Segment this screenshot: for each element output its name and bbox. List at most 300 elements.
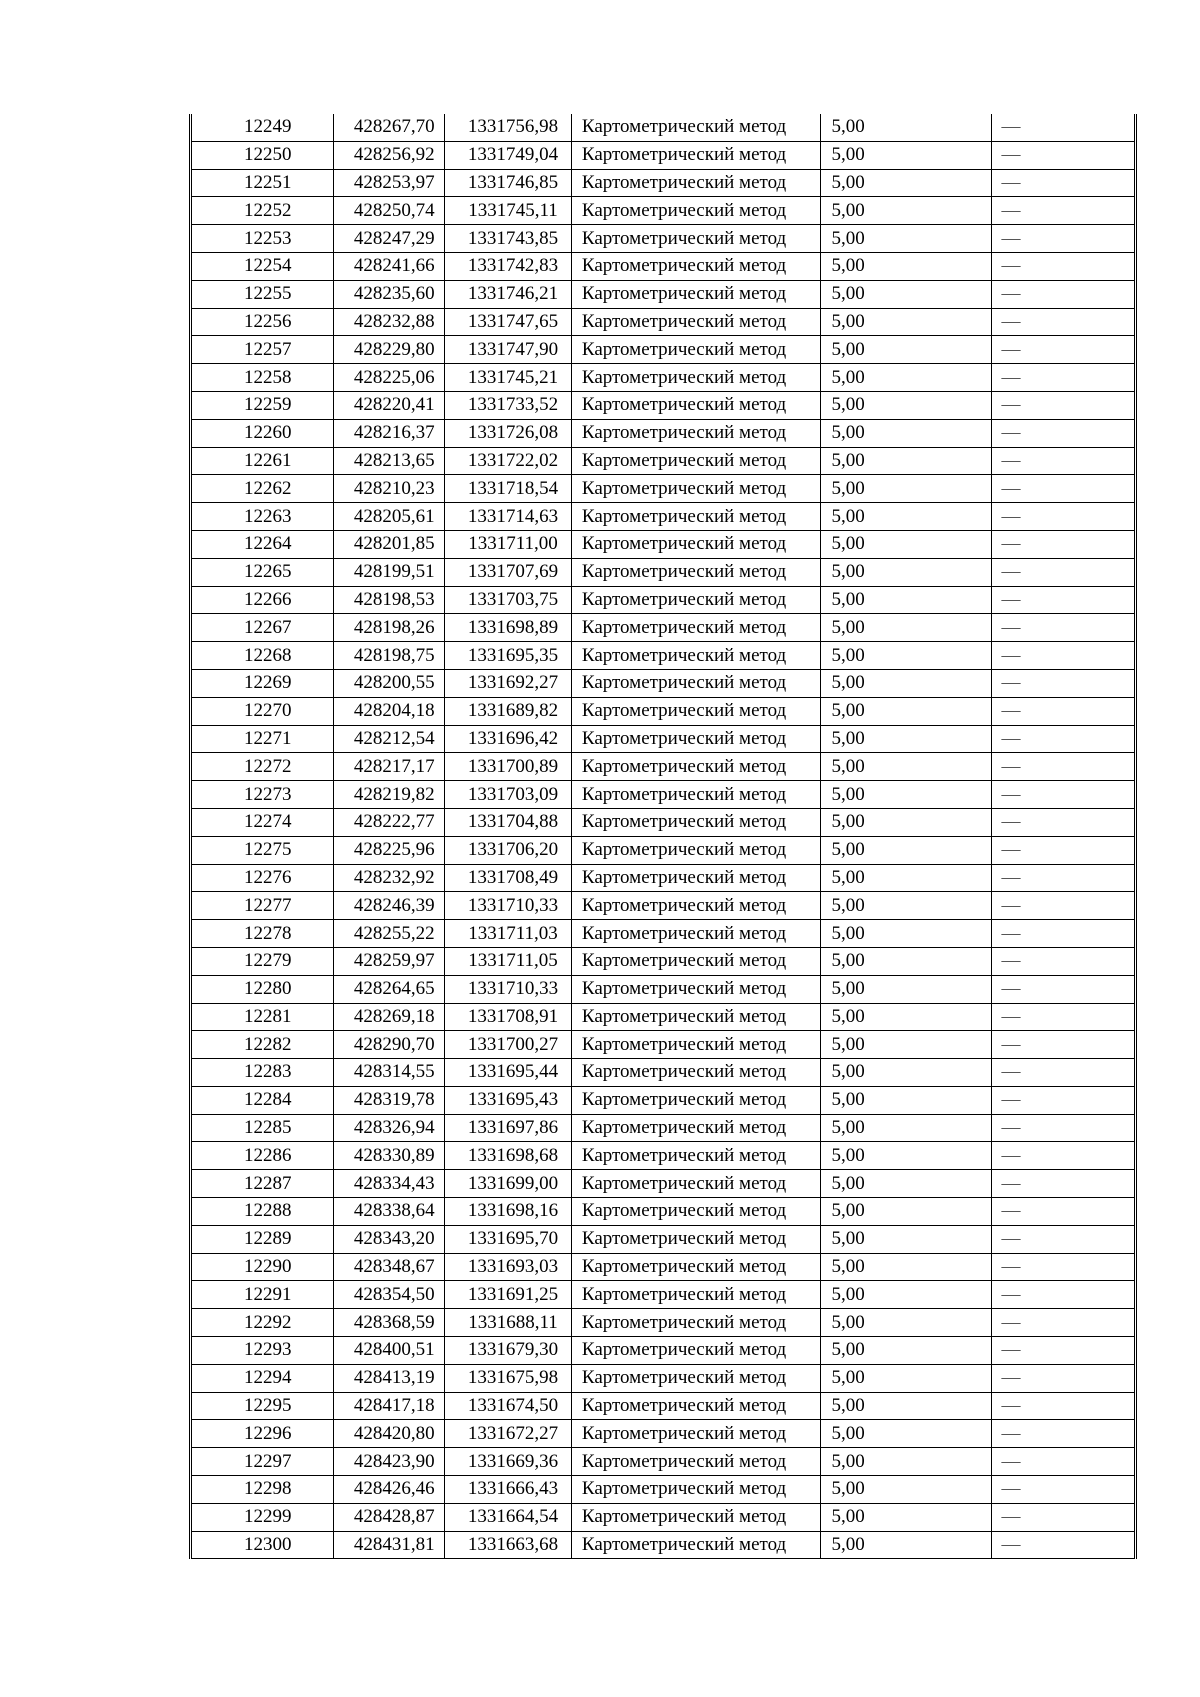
x-coordinate-cell: 428217,17 (334, 753, 445, 781)
x-coordinate-cell: 428204,18 (334, 697, 445, 725)
note-cell: — (991, 336, 1134, 364)
x-coordinate-cell: 428198,75 (334, 642, 445, 670)
accuracy-cell: 5,00 (821, 197, 991, 225)
y-coordinate-cell: 1331710,33 (445, 975, 572, 1003)
point-number-cell: 12260 (192, 419, 334, 447)
x-coordinate-cell: 428343,20 (334, 1225, 445, 1253)
y-coordinate-cell: 1331698,89 (445, 614, 572, 642)
note-cell: — (991, 1364, 1134, 1392)
x-coordinate-cell: 428420,80 (334, 1420, 445, 1448)
accuracy-cell: 5,00 (821, 252, 991, 280)
point-number-cell: 12288 (192, 1198, 334, 1226)
accuracy-cell: 5,00 (821, 280, 991, 308)
x-coordinate-cell: 428213,65 (334, 447, 445, 475)
table-row (192, 725, 1134, 753)
x-coordinate-cell: 428232,92 (334, 864, 445, 892)
note-cell: — (991, 225, 1134, 253)
point-number-cell: 12284 (192, 1086, 334, 1114)
x-coordinate-cell: 428210,23 (334, 475, 445, 503)
x-coordinate-cell: 428264,65 (334, 975, 445, 1003)
note-cell: — (991, 1170, 1134, 1198)
x-coordinate-cell: 428246,39 (334, 892, 445, 920)
method-cell: Картометрический метод (571, 614, 821, 642)
point-number-cell: 12287 (192, 1170, 334, 1198)
method-cell: Картометрический метод (571, 1364, 821, 1392)
y-coordinate-cell: 1331698,16 (445, 1198, 572, 1226)
y-coordinate-cell: 1331733,52 (445, 391, 572, 419)
note-cell: — (991, 864, 1134, 892)
y-coordinate-cell: 1331726,08 (445, 419, 572, 447)
note-cell: — (991, 1003, 1134, 1031)
note-cell: — (991, 808, 1134, 836)
accuracy-cell: 5,00 (821, 864, 991, 892)
accuracy-cell: 5,00 (821, 1448, 991, 1476)
table-row (192, 252, 1134, 280)
y-coordinate-cell: 1331703,75 (445, 586, 572, 614)
table-row (192, 1531, 1134, 1559)
table-row (192, 1059, 1134, 1087)
point-number-cell: 12290 (192, 1253, 334, 1281)
table-row (192, 1364, 1134, 1392)
method-cell: Картометрический метод (571, 1142, 821, 1170)
method-cell: Картометрический метод (571, 1114, 821, 1142)
method-cell: Картометрический метод (571, 1420, 821, 1448)
accuracy-cell: 5,00 (821, 808, 991, 836)
x-coordinate-cell: 428198,53 (334, 586, 445, 614)
accuracy-cell: 5,00 (821, 1503, 991, 1531)
method-cell: Картометрический метод (571, 1086, 821, 1114)
x-coordinate-cell: 428225,96 (334, 836, 445, 864)
y-coordinate-cell: 1331700,89 (445, 753, 572, 781)
point-number-cell: 12277 (192, 892, 334, 920)
y-coordinate-cell: 1331756,98 (445, 114, 572, 141)
y-coordinate-cell: 1331699,00 (445, 1170, 572, 1198)
point-number-cell: 12265 (192, 558, 334, 586)
y-coordinate-cell: 1331689,82 (445, 697, 572, 725)
table-row (192, 558, 1134, 586)
x-coordinate-cell: 428413,19 (334, 1364, 445, 1392)
table-row (192, 1337, 1134, 1365)
point-number-cell: 12293 (192, 1337, 334, 1365)
y-coordinate-cell: 1331745,11 (445, 197, 572, 225)
point-number-cell: 12281 (192, 1003, 334, 1031)
table-row (192, 1309, 1134, 1337)
method-cell: Картометрический метод (571, 141, 821, 169)
note-cell: — (991, 252, 1134, 280)
y-coordinate-cell: 1331695,43 (445, 1086, 572, 1114)
y-coordinate-cell: 1331711,03 (445, 920, 572, 948)
method-cell: Картометрический метод (571, 1337, 821, 1365)
table-row (192, 336, 1134, 364)
x-coordinate-cell: 428319,78 (334, 1086, 445, 1114)
point-number-cell: 12276 (192, 864, 334, 892)
point-number-cell: 12300 (192, 1531, 334, 1559)
note-cell: — (991, 781, 1134, 809)
accuracy-cell: 5,00 (821, 1364, 991, 1392)
accuracy-cell: 5,00 (821, 141, 991, 169)
table-row (192, 1170, 1134, 1198)
table-row (192, 225, 1134, 253)
note-cell: — (991, 836, 1134, 864)
accuracy-cell: 5,00 (821, 1309, 991, 1337)
note-cell: — (991, 1420, 1134, 1448)
y-coordinate-cell: 1331679,30 (445, 1337, 572, 1365)
point-number-cell: 12275 (192, 836, 334, 864)
note-cell: — (991, 364, 1134, 392)
method-cell: Картометрический метод (571, 1531, 821, 1559)
method-cell: Картометрический метод (571, 1392, 821, 1420)
point-number-cell: 12297 (192, 1448, 334, 1476)
point-number-cell: 12285 (192, 1114, 334, 1142)
method-cell: Картометрический метод (571, 280, 821, 308)
table-row (192, 503, 1134, 531)
note-cell: — (991, 1448, 1134, 1476)
note-cell: — (991, 1531, 1134, 1559)
y-coordinate-cell: 1331688,11 (445, 1309, 572, 1337)
x-coordinate-cell: 428199,51 (334, 558, 445, 586)
method-cell: Картометрический метод (571, 642, 821, 670)
accuracy-cell: 5,00 (821, 1476, 991, 1504)
x-coordinate-cell: 428400,51 (334, 1337, 445, 1365)
y-coordinate-cell: 1331692,27 (445, 669, 572, 697)
accuracy-cell: 5,00 (821, 781, 991, 809)
method-cell: Картометрический метод (571, 364, 821, 392)
y-coordinate-cell: 1331693,03 (445, 1253, 572, 1281)
note-cell: — (991, 558, 1134, 586)
point-number-cell: 12252 (192, 197, 334, 225)
method-cell: Картометрический метод (571, 1059, 821, 1087)
accuracy-cell: 5,00 (821, 169, 991, 197)
note-cell: — (991, 697, 1134, 725)
y-coordinate-cell: 1331746,21 (445, 280, 572, 308)
note-cell: — (991, 947, 1134, 975)
x-coordinate-cell: 428232,88 (334, 308, 445, 336)
note-cell: — (991, 447, 1134, 475)
table-row (192, 1448, 1134, 1476)
note-cell: — (991, 1392, 1134, 1420)
x-coordinate-cell: 428250,74 (334, 197, 445, 225)
x-coordinate-cell: 428255,22 (334, 920, 445, 948)
table-row (192, 447, 1134, 475)
point-number-cell: 12258 (192, 364, 334, 392)
table-row (192, 1086, 1134, 1114)
x-coordinate-cell: 428348,67 (334, 1253, 445, 1281)
x-coordinate-cell: 428212,54 (334, 725, 445, 753)
x-coordinate-cell: 428198,26 (334, 614, 445, 642)
table-row (192, 864, 1134, 892)
x-coordinate-cell: 428368,59 (334, 1309, 445, 1337)
method-cell: Картометрический метод (571, 475, 821, 503)
point-number-cell: 12292 (192, 1309, 334, 1337)
note-cell: — (991, 141, 1134, 169)
point-number-cell: 12253 (192, 225, 334, 253)
point-number-cell: 12250 (192, 141, 334, 169)
point-number-cell: 12296 (192, 1420, 334, 1448)
accuracy-cell: 5,00 (821, 614, 991, 642)
point-number-cell: 12261 (192, 447, 334, 475)
method-cell: Картометрический метод (571, 864, 821, 892)
note-cell: — (991, 725, 1134, 753)
y-coordinate-cell: 1331745,21 (445, 364, 572, 392)
table-row (192, 364, 1134, 392)
accuracy-cell: 5,00 (821, 1253, 991, 1281)
y-coordinate-cell: 1331747,90 (445, 336, 572, 364)
note-cell: — (991, 975, 1134, 1003)
table-row (192, 1225, 1134, 1253)
table-row (192, 808, 1134, 836)
note-cell: — (991, 197, 1134, 225)
x-coordinate-cell: 428241,66 (334, 252, 445, 280)
point-number-cell: 12274 (192, 808, 334, 836)
method-cell: Картометрический метод (571, 1309, 821, 1337)
point-number-cell: 12262 (192, 475, 334, 503)
x-coordinate-cell: 428334,43 (334, 1170, 445, 1198)
y-coordinate-cell: 1331749,04 (445, 141, 572, 169)
accuracy-cell: 5,00 (821, 1031, 991, 1059)
x-coordinate-cell: 428229,80 (334, 336, 445, 364)
note-cell: — (991, 1198, 1134, 1226)
method-cell: Картометрический метод (571, 669, 821, 697)
note-cell: — (991, 1086, 1134, 1114)
method-cell: Картометрический метод (571, 725, 821, 753)
x-coordinate-cell: 428326,94 (334, 1114, 445, 1142)
x-coordinate-cell: 428205,61 (334, 503, 445, 531)
method-cell: Картометрический метод (571, 1198, 821, 1226)
method-cell: Картометрический метод (571, 1170, 821, 1198)
method-cell: Картометрический метод (571, 336, 821, 364)
point-number-cell: 12269 (192, 669, 334, 697)
note-cell: — (991, 1114, 1134, 1142)
point-number-cell: 12282 (192, 1031, 334, 1059)
x-coordinate-cell: 428354,50 (334, 1281, 445, 1309)
accuracy-cell: 5,00 (821, 669, 991, 697)
x-coordinate-cell: 428247,29 (334, 225, 445, 253)
y-coordinate-cell: 1331743,85 (445, 225, 572, 253)
point-number-cell: 12254 (192, 252, 334, 280)
note-cell: — (991, 391, 1134, 419)
note-cell: — (991, 753, 1134, 781)
point-number-cell: 12280 (192, 975, 334, 1003)
note-cell: — (991, 920, 1134, 948)
y-coordinate-cell: 1331708,91 (445, 1003, 572, 1031)
x-coordinate-cell: 428426,46 (334, 1476, 445, 1504)
note-cell: — (991, 1142, 1134, 1170)
table-row (192, 141, 1134, 169)
point-number-cell: 12255 (192, 280, 334, 308)
y-coordinate-cell: 1331695,35 (445, 642, 572, 670)
table-row (192, 1253, 1134, 1281)
accuracy-cell: 5,00 (821, 725, 991, 753)
y-coordinate-cell: 1331700,27 (445, 1031, 572, 1059)
y-coordinate-cell: 1331664,54 (445, 1503, 572, 1531)
accuracy-cell: 5,00 (821, 892, 991, 920)
note-cell: — (991, 1031, 1134, 1059)
method-cell: Картометрический метод (571, 391, 821, 419)
accuracy-cell: 5,00 (821, 947, 991, 975)
accuracy-cell: 5,00 (821, 1114, 991, 1142)
point-number-cell: 12272 (192, 753, 334, 781)
accuracy-cell: 5,00 (821, 1420, 991, 1448)
x-coordinate-cell: 428428,87 (334, 1503, 445, 1531)
note-cell: — (991, 169, 1134, 197)
y-coordinate-cell: 1331691,25 (445, 1281, 572, 1309)
x-coordinate-cell: 428200,55 (334, 669, 445, 697)
point-number-cell: 12266 (192, 586, 334, 614)
table-row (192, 1392, 1134, 1420)
x-coordinate-cell: 428219,82 (334, 781, 445, 809)
note-cell: — (991, 1253, 1134, 1281)
table-row (192, 669, 1134, 697)
y-coordinate-cell: 1331714,63 (445, 503, 572, 531)
point-number-cell: 12283 (192, 1059, 334, 1087)
x-coordinate-cell: 428330,89 (334, 1142, 445, 1170)
method-cell: Картометрический метод (571, 892, 821, 920)
point-number-cell: 12299 (192, 1503, 334, 1531)
method-cell: Картометрический метод (571, 447, 821, 475)
method-cell: Картометрический метод (571, 1448, 821, 1476)
table-row (192, 280, 1134, 308)
table-row (192, 1281, 1134, 1309)
note-cell: — (991, 1281, 1134, 1309)
accuracy-cell: 5,00 (821, 1086, 991, 1114)
y-coordinate-cell: 1331674,50 (445, 1392, 572, 1420)
method-cell: Картометрический метод (571, 419, 821, 447)
note-cell: — (991, 1337, 1134, 1365)
y-coordinate-cell: 1331746,85 (445, 169, 572, 197)
point-number-cell: 12249 (192, 114, 334, 141)
accuracy-cell: 5,00 (821, 1170, 991, 1198)
point-number-cell: 12295 (192, 1392, 334, 1420)
note-cell: — (991, 308, 1134, 336)
table-row (192, 419, 1134, 447)
y-coordinate-cell: 1331675,98 (445, 1364, 572, 1392)
x-coordinate-cell: 428423,90 (334, 1448, 445, 1476)
method-cell: Картометрический метод (571, 947, 821, 975)
table-row (192, 1114, 1134, 1142)
accuracy-cell: 5,00 (821, 114, 991, 141)
method-cell: Картометрический метод (571, 308, 821, 336)
table-row (192, 614, 1134, 642)
note-cell: — (991, 1059, 1134, 1087)
accuracy-cell: 5,00 (821, 1059, 991, 1087)
method-cell: Картометрический метод (571, 836, 821, 864)
accuracy-cell: 5,00 (821, 975, 991, 1003)
accuracy-cell: 5,00 (821, 1198, 991, 1226)
accuracy-cell: 5,00 (821, 364, 991, 392)
note-cell: — (991, 419, 1134, 447)
x-coordinate-cell: 428431,81 (334, 1531, 445, 1559)
note-cell: — (991, 669, 1134, 697)
accuracy-cell: 5,00 (821, 447, 991, 475)
point-number-cell: 12268 (192, 642, 334, 670)
y-coordinate-cell: 1331698,68 (445, 1142, 572, 1170)
method-cell: Картометрический метод (571, 753, 821, 781)
point-number-cell: 12286 (192, 1142, 334, 1170)
method-cell: Картометрический метод (571, 586, 821, 614)
accuracy-cell: 5,00 (821, 1225, 991, 1253)
table-row (192, 1003, 1134, 1031)
note-cell: — (991, 530, 1134, 558)
y-coordinate-cell: 1331711,00 (445, 530, 572, 558)
table-row (192, 1420, 1134, 1448)
x-coordinate-cell: 428253,97 (334, 169, 445, 197)
point-number-cell: 12298 (192, 1476, 334, 1504)
accuracy-cell: 5,00 (821, 1142, 991, 1170)
accuracy-cell: 5,00 (821, 558, 991, 586)
accuracy-cell: 5,00 (821, 336, 991, 364)
point-number-cell: 12273 (192, 781, 334, 809)
y-coordinate-cell: 1331718,54 (445, 475, 572, 503)
y-coordinate-cell: 1331711,05 (445, 947, 572, 975)
accuracy-cell: 5,00 (821, 836, 991, 864)
table-row (192, 920, 1134, 948)
y-coordinate-cell: 1331704,88 (445, 808, 572, 836)
accuracy-cell: 5,00 (821, 475, 991, 503)
x-coordinate-cell: 428201,85 (334, 530, 445, 558)
accuracy-cell: 5,00 (821, 753, 991, 781)
x-coordinate-cell: 428417,18 (334, 1392, 445, 1420)
y-coordinate-cell: 1331697,86 (445, 1114, 572, 1142)
table-row (192, 781, 1134, 809)
point-number-cell: 12279 (192, 947, 334, 975)
point-number-cell: 12263 (192, 503, 334, 531)
point-number-cell: 12267 (192, 614, 334, 642)
method-cell: Картометрический метод (571, 558, 821, 586)
method-cell: Картометрический метод (571, 503, 821, 531)
accuracy-cell: 5,00 (821, 697, 991, 725)
table-row (192, 308, 1134, 336)
y-coordinate-cell: 1331669,36 (445, 1448, 572, 1476)
method-cell: Картометрический метод (571, 1031, 821, 1059)
x-coordinate-cell: 428222,77 (334, 808, 445, 836)
point-number-cell: 12271 (192, 725, 334, 753)
method-cell: Картометрический метод (571, 169, 821, 197)
x-coordinate-cell: 428216,37 (334, 419, 445, 447)
y-coordinate-cell: 1331663,68 (445, 1531, 572, 1559)
note-cell: — (991, 1225, 1134, 1253)
accuracy-cell: 5,00 (821, 1392, 991, 1420)
accuracy-cell: 5,00 (821, 503, 991, 531)
y-coordinate-cell: 1331695,44 (445, 1059, 572, 1087)
table-row (192, 697, 1134, 725)
table-row (192, 836, 1134, 864)
x-coordinate-cell: 428267,70 (334, 114, 445, 141)
accuracy-cell: 5,00 (821, 530, 991, 558)
method-cell: Картометрический метод (571, 1225, 821, 1253)
method-cell: Картометрический метод (571, 1253, 821, 1281)
table-row (192, 975, 1134, 1003)
method-cell: Картометрический метод (571, 781, 821, 809)
point-number-cell: 12251 (192, 169, 334, 197)
accuracy-cell: 5,00 (821, 225, 991, 253)
method-cell: Картометрический метод (571, 1503, 821, 1531)
table-row (192, 642, 1134, 670)
table-row (192, 753, 1134, 781)
y-coordinate-cell: 1331708,49 (445, 864, 572, 892)
point-number-cell: 12270 (192, 697, 334, 725)
y-coordinate-cell: 1331666,43 (445, 1476, 572, 1504)
table-row (192, 947, 1134, 975)
point-number-cell: 12278 (192, 920, 334, 948)
coordinates-table-body (192, 114, 1134, 1559)
table-row (192, 1142, 1134, 1170)
method-cell: Картометрический метод (571, 697, 821, 725)
point-number-cell: 12289 (192, 1225, 334, 1253)
accuracy-cell: 5,00 (821, 642, 991, 670)
x-coordinate-cell: 428235,60 (334, 280, 445, 308)
y-coordinate-cell: 1331703,09 (445, 781, 572, 809)
note-cell: — (991, 1476, 1134, 1504)
